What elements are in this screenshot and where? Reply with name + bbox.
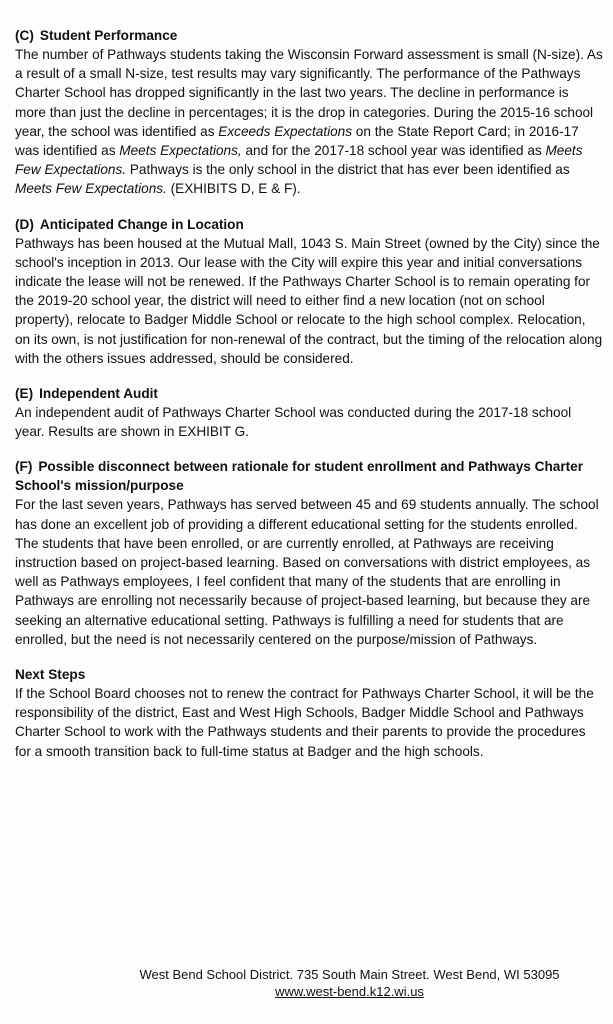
section-paragraph bbox=[15, 234, 603, 368]
section-letter: (F) bbox=[15, 459, 33, 475]
text-run: on the State Report Card; in 2016-17 was identified as bbox=[15, 123, 579, 159]
section-paragraph bbox=[15, 495, 603, 649]
document-body bbox=[15, 26, 603, 777]
footer-address: West Bend School District. 735 South Main Street. West Bend, WI 53095 bbox=[139, 967, 560, 982]
section-next-steps bbox=[15, 665, 603, 761]
italic-text-run: Meets Few Expectations. bbox=[15, 143, 583, 178]
section-student-performance bbox=[15, 26, 603, 199]
text-run: and for the 2017-18 school year was identified as bbox=[241, 143, 546, 159]
footer-website-link[interactable]: www.west-bend.k12.wi.us bbox=[275, 984, 424, 999]
text-run: The number of Pathways students taking the Wisconsin Forward assessment is small (N-size). As a result of a small N-size, test results may vary significantly. The performance of the Pathways Charter School has dropped significantly in the last two years. The decline in performance is more than just the decline in percentages; it is the drop in categories. During the 2015-16 school year, the school was identified as bbox=[15, 47, 603, 139]
italic-text-run: Exceeds Expectations bbox=[218, 123, 353, 139]
text-run: (EXHIBITS D, E & F). bbox=[166, 181, 301, 197]
section-title: Student Performance bbox=[39, 28, 178, 43]
italic-text-run: Meets Few Expectations. bbox=[15, 181, 167, 197]
section-heading bbox=[15, 665, 603, 684]
section-heading bbox=[15, 384, 603, 403]
section-letter: (D) bbox=[15, 216, 34, 232]
section-independent-audit bbox=[15, 384, 603, 441]
italic-text-run: Meets Expectations, bbox=[119, 143, 242, 159]
section-heading bbox=[15, 457, 603, 495]
text-run: Pathways has been housed at the Mutual Mall, 1043 S. Main Street (owned by the City) since the school's inception in 2013. Our lease with the City will expire this year and initial conversations indicate the lease will not be renewed. If the Pathways Charter School is to remain operating for the 2019-20 school year, the district will need to either find a new location (not on school property), relocate to Badger Middle School or relocate to the high school complex. Relocation, on its own, is not justification for non-renewal of the contract, but the timing of the relocation along with the others issues addressed, should be considered. bbox=[15, 235, 603, 366]
section-anticipated-change-in-location bbox=[15, 215, 603, 368]
text-run: Pathways is the only school in the district that has ever been identified as bbox=[126, 162, 570, 178]
section-title: Possible disconnect between rationale for student enrollment and Pathways Charter School's mission/purpose bbox=[15, 459, 583, 494]
text-run: If the School Board chooses not to renew the contract for Pathways Charter School, it will be the responsibility of the district, East and West High Schools, Badger Middle School and Pathways Charter School to work with the Pathways students and their parents to provide the procedures for a smooth transition back to full-time status at Badger and the high schools. bbox=[15, 686, 594, 759]
section-possible-disconnect-between-rationale-fo bbox=[15, 457, 603, 649]
section-title: Independent Audit bbox=[39, 386, 158, 402]
section-paragraph bbox=[15, 403, 603, 441]
section-paragraph bbox=[15, 684, 603, 761]
section-title: Next Steps bbox=[15, 667, 86, 683]
section-letter: (C) bbox=[15, 28, 34, 43]
section-heading bbox=[15, 26, 603, 45]
section-paragraph bbox=[15, 45, 603, 199]
section-letter: (E) bbox=[15, 386, 34, 402]
text-run: An independent audit of Pathways Charter School was conducted during the 2017-18 school year. Results are shown in EXHIBIT G. bbox=[15, 405, 572, 440]
page-footer bbox=[0, 966, 613, 1000]
section-title: Anticipated Change in Location bbox=[39, 216, 244, 232]
text-run: For the last seven years, Pathways has served between 45 and 69 students annually. The school has done an excellent job of providing a different educational setting for the students enrolled. The students that have been enrolled, or are currently enrolled, at Pathways are receiving instruction based on project-based learning. Based on conversations with district employees, as well as Pathways employees, I feel confident that many of the students that are enrolling in Pathways are enrolling not necessarily because of project-based learning, but because they are seeking an alternative educational setting. Pathways is fulfilling a need for students that are enrolled, but the need is not necessarily centered on the purpose/mission of Pathways. bbox=[15, 497, 599, 647]
section-heading bbox=[15, 215, 603, 234]
